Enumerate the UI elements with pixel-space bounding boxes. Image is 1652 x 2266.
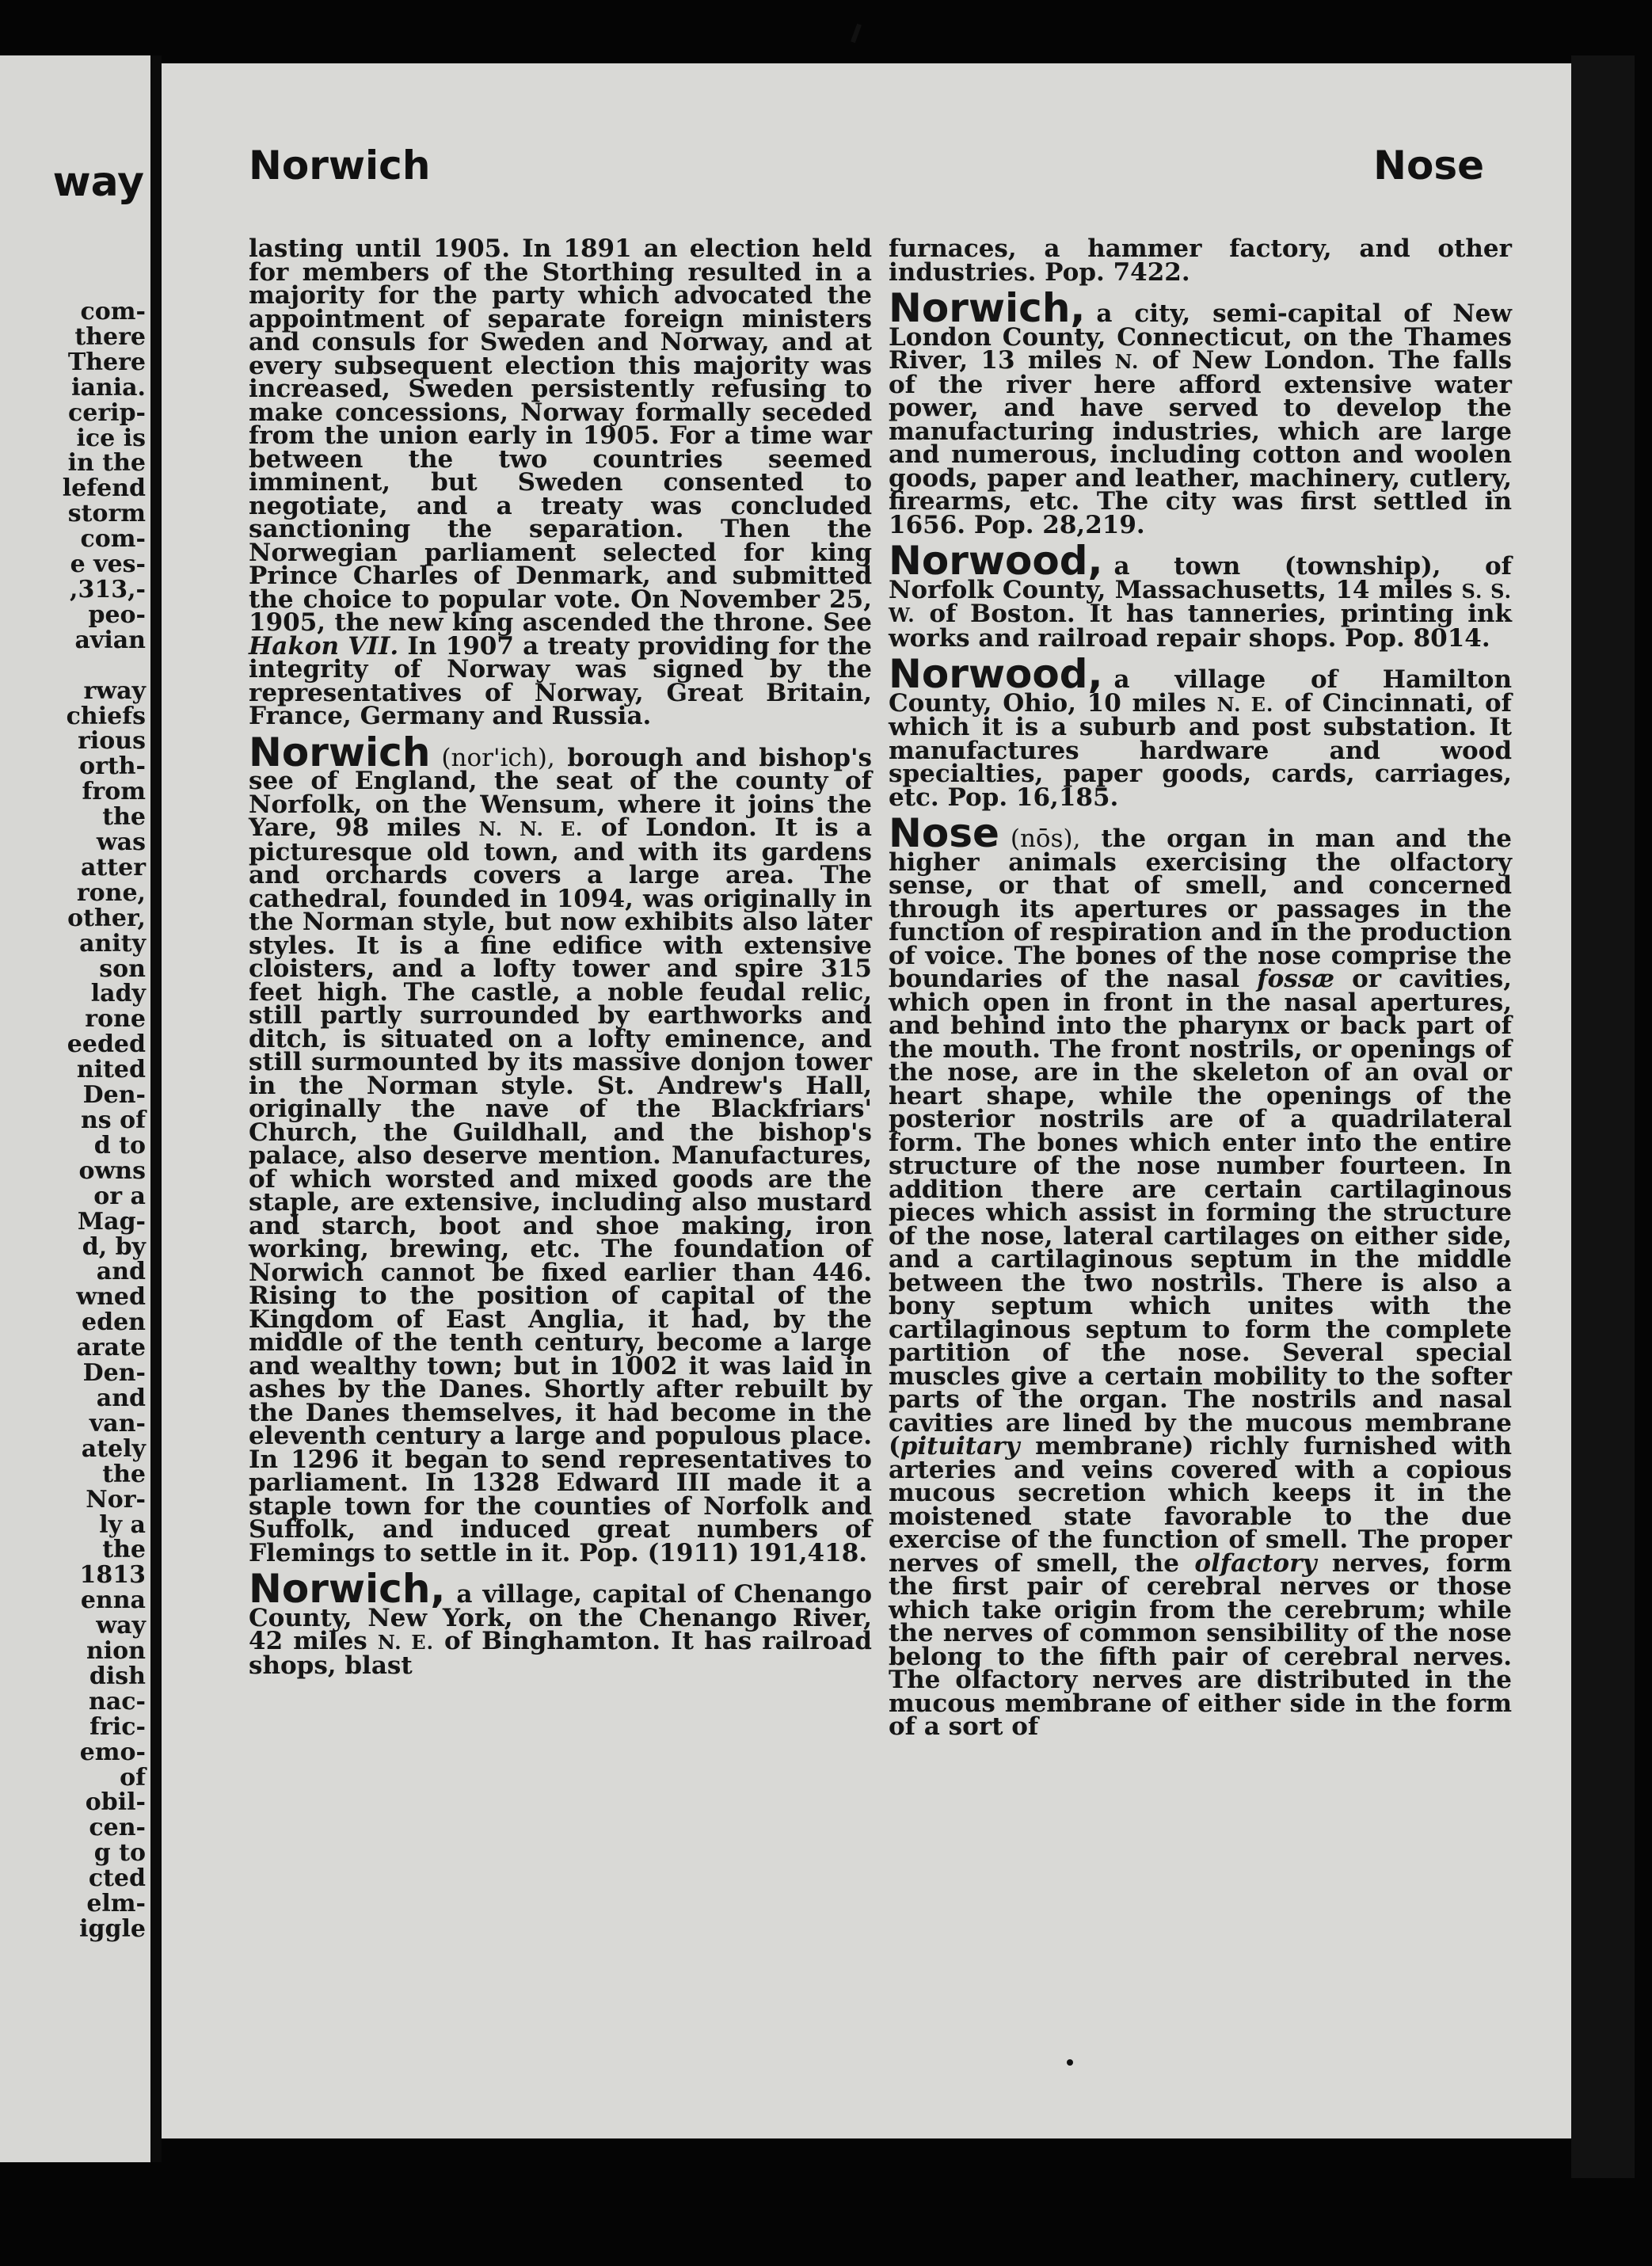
previous-page-line-fragment: cen-: [89, 1814, 146, 1842]
previous-page-line-fragment: avian: [74, 626, 146, 654]
previous-page-line-fragment: or a: [93, 1182, 146, 1210]
previous-page-line-fragment: the: [102, 1536, 146, 1564]
previous-page-line-fragment: in the: [67, 449, 146, 478]
entry-norwich-connecticut: Norwich, a city, semi-capital of New London County, Connecticut, on the Thames River, 13 miles N. of New London. The falls of the river here afford extensive water power, and have served to develop the manufacturing industries, which are large and numerous, including cotton and woolen goods, paper and leather, machinery, cutlery, firearms, etc. The city was first settled in 1656. Pop. 28,219.: [889, 285, 1513, 539]
previous-page-line-fragment: There: [67, 348, 146, 376]
previous-page-line-fragment: owns: [78, 1156, 146, 1185]
previous-page-line-fragment: rone,: [76, 878, 146, 907]
previous-page-line-fragment: anity: [79, 929, 146, 958]
entry-norwood-massachusetts: Norwood, a town (township), of Norfolk County, Massachusetts, 14 miles S. S. W. of Boston. It has tanneries, printing ink works and railroad repair shops. Pop. 8014.: [889, 538, 1512, 653]
previous-page-text-fragments: [3, 299, 146, 1942]
pronunciation: (nōs),: [1010, 825, 1081, 853]
dictionary-page: [162, 63, 1571, 2138]
scan-speck: [1067, 2059, 1073, 2066]
entry-norwich-new-york: Norwich, a village, capital of Chenango County, New York, on the Chenango River, 42 miles N. E. of Binghamton. It has railroad shops, blast: [249, 1566, 872, 1680]
previous-page-line-fragment: d, by: [82, 1232, 146, 1261]
pronunciation: (nor'ich),: [441, 743, 555, 772]
cross-reference: Hakon VII.: [249, 631, 399, 661]
running-head-right: Nose: [1373, 143, 1484, 189]
previous-page-line-fragment: orth-: [79, 752, 146, 781]
previous-page-line-fragment: there: [74, 322, 146, 351]
previous-page-line-fragment: rway: [83, 676, 146, 705]
running-head-left: Norwich: [249, 143, 431, 189]
previous-page-line-fragment: enna: [80, 1586, 146, 1615]
previous-page-line-fragment: way: [96, 1612, 146, 1640]
paragraph-norwich-ny-continued: furnaces, a hammer factory, and other industries. Pop. 7422.: [889, 234, 1512, 287]
previous-page-line-fragment: elm-: [86, 1890, 146, 1918]
paragraph-norway-continued: lasting until 1905. In 1891 an election held for members of the Storthing resulted in a majority for the party which advocated the appointment of separate foreign ministers and consuls for Sweden and Norway, and at every subsequent election this majority was increased, Sweden persistently refusing to make concessions, Norway formally seceded from the union early in 1905. For a time war between the two countries seemed imminent, but Sweden consented to negotiate, and a treaty was concluded sanctioning the separation. Then the Norwegian parliament selected for king Prince Charles of Denmark, and submitted the choice to popular vote. On November 25, 1905, the new king ascended the throne. See Hakon VII. In 1907 a treaty providing for the integrity of Norway was signed by the representatives of Norway, Great Britain, France, Germany and Russia.: [249, 234, 873, 730]
previous-page-line-fragment: storm: [67, 500, 146, 528]
previous-page-line-fragment: com-: [80, 298, 146, 326]
previous-page-line-fragment: the: [102, 1460, 146, 1488]
previous-page-line-fragment: and: [96, 1384, 146, 1412]
entry-nose: Nose (nōs), the organ in man and the higher animals exercising the olfactory sense, or that of smell, and concerned through its apertures or passages in the function of respiration and in the production of voice. The bones of the nose comprise the boundaries of the nasal fossæ or cavities, which open in front in the nasal apertures, and behind into the pharynx or back part of the mouth. The front nostrils, or openings of the nose, are in the skeleton of an oval or heart shape, while the openings of the posterior nostrils are of a quadrilateral form. The bones which enter into the entire structure of the nose number fourteen. In addition there are certain cartilaginous pieces which assist in forming the structure of the nose, lateral cartilages on either side, and a cartilaginous septum in the middle between the two nostrils. There is also a bony septum which unites with the cartilaginous septum to form the complete partition of the nose. Several special muscles give a certain mobility to the softer parts of the organ. The nostrils and nasal cavities are lined by the mucous membrane (pituitary membrane) richly furnished with arteries and veins covered with a copious mucous secretion which keeps it in the moistened state favorable to the due exercise of the function of smell. The proper nerves of smell, the olfactory nerves, form the first pair of cerebral nerves or those which take origin from the cerebrum; while the nerves of common sensibility of the nose belong to the fifth pair of cerebral nerves. The olfactory nerves are distributed in the mucous membrane of either side in the form of a sort of: [889, 810, 1513, 1741]
text-column-right: [889, 234, 1513, 1741]
previous-page-line-fragment: son: [99, 954, 146, 983]
headword: Norwich,: [249, 1566, 446, 1612]
previous-page-line-fragment: nion: [86, 1637, 146, 1666]
previous-page-line-fragment: atter: [80, 853, 146, 882]
previous-page-line-fragment: com-: [80, 525, 146, 554]
headword: Norwood,: [889, 651, 1103, 697]
previous-page-line-fragment: nac-: [89, 1687, 146, 1716]
scan-speck: [851, 24, 862, 44]
previous-page-line-fragment: and: [96, 1258, 146, 1286]
previous-page-line-fragment: Mag-: [77, 1207, 146, 1236]
previous-page-line-fragment: Den-: [82, 1081, 146, 1110]
previous-page-line-fragment: 1813: [79, 1561, 146, 1590]
previous-page-line-fragment: eeded: [67, 1030, 146, 1059]
previous-page-line-fragment: ly a: [99, 1510, 146, 1539]
previous-page-line-fragment: the: [102, 803, 146, 832]
previous-page-line-fragment: cted: [88, 1864, 146, 1893]
previous-page-line-fragment: wned: [76, 1283, 146, 1312]
previous-page-line-fragment: cerip-: [68, 398, 146, 427]
previous-page-line-fragment: Den-: [82, 1359, 146, 1388]
previous-page-line-fragment: e ves-: [70, 550, 146, 579]
previous-page-line-fragment: [3, 653, 146, 679]
previous-page-line-fragment: from: [82, 778, 146, 806]
previous-page-line-fragment: nited: [76, 1056, 146, 1084]
previous-page-line-fragment: ice is: [76, 424, 146, 452]
previous-page-line-fragment: lady: [90, 980, 146, 1008]
previous-page-line-fragment: of: [120, 1763, 146, 1792]
previous-page-line-fragment: rone: [85, 1005, 146, 1034]
previous-page-line-fragment: other,: [67, 904, 146, 932]
previous-page-line-fragment: emo-: [79, 1738, 146, 1766]
previous-page-line-fragment: obil-: [85, 1788, 146, 1817]
previous-page-line-fragment: van-: [89, 1409, 146, 1438]
book-gutter: [150, 55, 162, 2162]
headword: Norwich: [249, 729, 431, 775]
headword: Norwich,: [889, 285, 1086, 331]
headword: Norwood,: [889, 538, 1103, 584]
previous-page-line-fragment: g to: [93, 1839, 146, 1868]
previous-page-line-fragment: ns of: [80, 1106, 146, 1134]
previous-page-line-fragment: fric-: [89, 1712, 146, 1741]
previous-page-strip: [0, 55, 150, 2162]
previous-page-line-fragment: Nor-: [86, 1485, 146, 1514]
previous-page-line-fragment: ately: [81, 1434, 146, 1463]
page-edge-shadow: [1571, 55, 1635, 2178]
text-column-left: [249, 234, 873, 1680]
previous-page-line-fragment: eden: [82, 1308, 146, 1337]
entry-norwich-england: Norwich (nor'ich), borough and bishop's see of England, the seat of the county of Norfolk, on the Wensum, where it joins the Yare, 98 miles N. N. E. of London. It is a picturesque old town, and with its gardens and orchards covers a large area. The cathedral, founded in 1094, was originally in the Norman style, but now exhibits also later styles. It is a fine edifice with extensive cloisters, and a lofty tower and spire 315 feet high. The castle, a noble feudal relic, still partly surrounded by earthworks and ditch, is situated on a lofty eminence, and still surmounted by its massive donjon tower in the Norman style. St. Andrew's Hall, originally the nave of the Blackfriars' Church, the Guildhall, and the bishop's palace, also deserve mention. Manufactures, of which worsted and mixed goods are the staple, are extensive, including also mustard and starch, boot and shoe making, iron working, brewing, etc. The foundation of Norwich cannot be fixed earlier than 446. Rising to the position of capital of the Kingdom of East Anglia, it had, by the middle of the tenth century, become a large and wealthy town; but in 1002 it was laid in ashes by the Danes. Shortly after rebuilt by the Danes themselves, it had become in the eleventh century a large and populous place. In 1296 it began to send representatives to parliament. In 1328 Edward III made it a staple town for the counties of Norfolk and Suffolk, and induced great numbers of Flemings to settle in it. Pop. (1911) 191,418.: [249, 729, 873, 1567]
previous-page-line-fragment: ,313,-: [70, 575, 146, 604]
previous-page-line-fragment: iania.: [71, 373, 146, 402]
previous-page-line-fragment: rious: [78, 727, 146, 756]
previous-page-line-fragment: was: [96, 828, 146, 857]
entry-norwood-ohio: Norwood, a village of Hamilton County, Ohio, 10 miles N. E. of Cincinnati, of which it is a suburb and post substation. It manufactures hardware and wood specialties, paper goods, cards, carriages, etc. Pop. 16,185.: [889, 651, 1512, 812]
previous-page-line-fragment: peo-: [88, 600, 146, 629]
previous-page-running-head: way: [52, 158, 144, 206]
previous-page-line-fragment: d to: [93, 1131, 146, 1160]
previous-page-line-fragment: dish: [89, 1662, 146, 1690]
previous-page-line-fragment: iggle: [79, 1915, 146, 1943]
previous-page-line-fragment: arate: [76, 1334, 146, 1362]
headword: Nose: [889, 810, 999, 856]
previous-page-line-fragment: chiefs: [66, 702, 146, 730]
previous-page-line-fragment: lefend: [62, 474, 146, 503]
